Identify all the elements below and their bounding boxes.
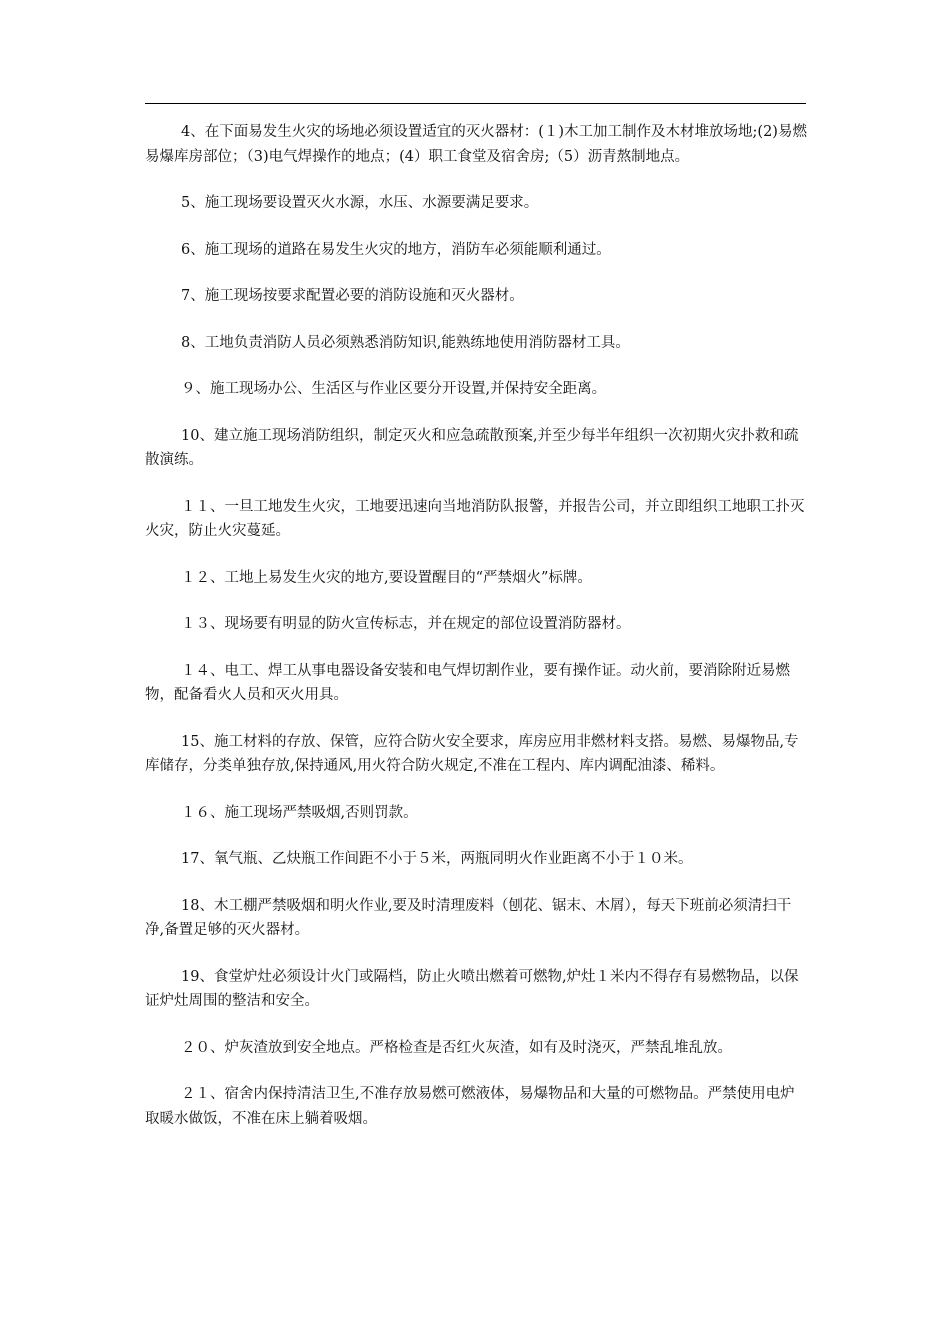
paragraph-item-20: ２０、炉灰渣放到安全地点。严格检查是否红火灰渣，如有及时浇灭，严禁乱堆乱放。 (181, 1039, 732, 1056)
paragraph-item-9: ９、施工现场办公、生活区与作业区要分开设置,并保持安全距离。 (181, 381, 607, 397)
document-body (145, 120, 809, 1153)
paragraph-item-6: 6、施工现场的道路在易发生火灾的地方，消防车必须能顺利通过。 (181, 241, 611, 258)
paragraph-item-16: １６、施工现场严禁吸烟,否则罚款。 (181, 804, 418, 821)
paragraph-item-12: １２、工地上易发生火灾的地方,要设置醒目的“严禁烟火”标牌。 (181, 569, 592, 586)
paragraph-item-13: １３、现场要有明显的防火宣传标志，并在规定的部位设置消防器材。 (181, 616, 631, 632)
paragraph-item-4: 4、在下面易发生火灾的场地必须设置适宜的灭火器材：(１)木工加工制作及木材堆放场地;(2)易燃易爆库房部位；（3)电气焊操作的地点；(4）职工食堂及宿舍房;（5）沥青熬制地点。 (145, 124, 807, 165)
paragraph-item-18: 18、木工棚严禁吸烟和明火作业,要及时清理废料（刨花、锯末、木屑），每天下班前必须清扫干净,备置足够的灭火器材。 (145, 897, 792, 938)
paragraph-item-17: 17、氧气瓶、乙炔瓶工作间距不小于５米，两瓶同明火作业距离不小于１０米。 (181, 851, 693, 867)
paragraph-item-21: ２１、宿舍内保持清洁卫生,不准存放易燃可燃液体，易爆物品和大量的可燃物品。严禁使用电炉取暖水做饭，不准在床上躺着吸烟。 (145, 1086, 795, 1127)
paragraph-item-15: 15、施工材料的存放、保管，应符合防火安全要求，库房应用非燃材料支搭。易燃、易爆物品,专库储存，分类单独存放,保持通风,用火符合防火规定,不准在工程内、库内调配油漆、稀料。 (145, 733, 799, 774)
paragraph-item-19: 19、食堂炉灶必须设计火门或隔档，防止火喷出燃着可燃物,炉灶１米内不得存有易燃物品，以保证炉灶周围的整洁和安全。 (145, 968, 799, 1009)
paragraph-item-7: 7、施工现场按要求配置必要的消防设施和灭火器材。 (181, 288, 524, 304)
header-rule (145, 103, 806, 104)
paragraph-item-14: １４、电工、焊工从事电器设备安装和电气焊切割作业，要有操作证。动火前，要消除附近易燃物，配备看火人员和灭火用具。 (145, 662, 790, 703)
paragraph-item-8: 8、工地负责消防人员必须熟悉消防知识,能熟练地使用消防器材工具。 (181, 334, 630, 351)
paragraph-item-11: １１、一旦工地发生火灾，工地要迅速向当地消防队报警，并报告公司，并立即组织工地职工扑灭火灾，防止火灾蔓延。 (145, 498, 805, 539)
paragraph-item-10: 10、建立施工现场消防组织，制定灭火和应急疏散预案,并至少每半年组织一次初期火灾扑救和疏散演练。 (145, 427, 799, 468)
paragraph-item-5: 5、施工现场要设置灭火水源，水压、水源要满足要求。 (181, 195, 539, 211)
